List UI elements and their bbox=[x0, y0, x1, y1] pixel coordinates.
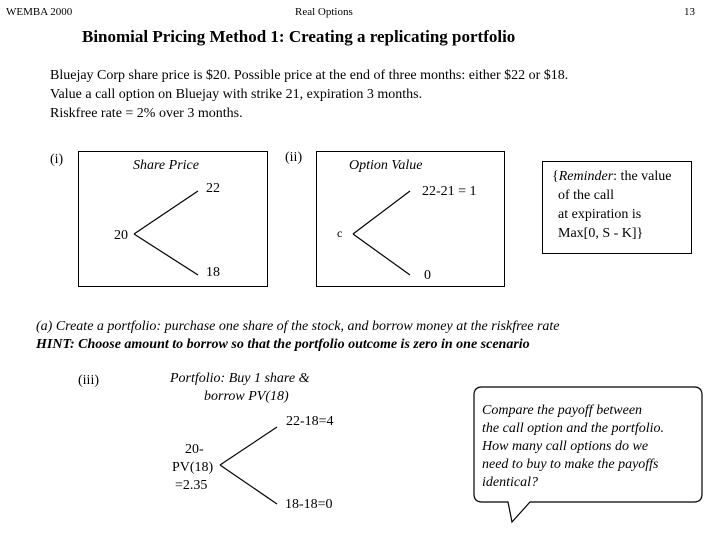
marker-iii: (iii) bbox=[78, 373, 99, 388]
intro-line-1: Bluejay Corp share price is $20. Possible price at the end of three months: either $22 or $18. bbox=[50, 68, 569, 83]
marker-i: (i) bbox=[50, 152, 64, 167]
task-a: (a) Create a portfolio: purchase one share of the stock, and borrow money at the riskfree rate bbox=[36, 319, 560, 334]
header-topic: Real Options bbox=[295, 6, 353, 18]
task-hint: HINT: Choose amount to borrow so that the portfolio outcome is zero in one scenario bbox=[36, 337, 530, 352]
intro-line-2: Value a call option on Bluejay with strike 21, expiration 3 months. bbox=[50, 87, 423, 102]
option-root-value: c bbox=[337, 226, 343, 240]
reminder-line-2: of the call bbox=[558, 188, 614, 203]
reminder-label: Reminder bbox=[558, 169, 614, 184]
reminder-line-1: {Reminder: the value bbox=[552, 169, 672, 184]
portfolio-down-branch bbox=[220, 465, 277, 504]
option-up-value: 22-21 = 1 bbox=[422, 184, 477, 199]
option-up-branch bbox=[353, 191, 410, 234]
share-down-value: 18 bbox=[206, 265, 220, 280]
portfolio-down-value: 18-18=0 bbox=[285, 497, 333, 512]
portfolio-heading-line-1: Portfolio: Buy 1 share & bbox=[170, 371, 310, 386]
share-down-branch bbox=[134, 234, 198, 275]
share-price-heading: Share Price bbox=[133, 158, 199, 173]
portfolio-root-line-2: PV(18) bbox=[172, 460, 214, 475]
callout-line-3: How many call options do we bbox=[482, 439, 649, 454]
share-up-branch bbox=[134, 191, 198, 234]
option-down-branch bbox=[353, 234, 410, 275]
callout-line-2: the call option and the portfolio. bbox=[482, 421, 664, 436]
marker-ii: (ii) bbox=[285, 150, 303, 165]
callout-line-4: need to buy to make the payoffs bbox=[482, 457, 659, 472]
portfolio-root-line-1: 20- bbox=[185, 442, 204, 457]
page-title: Binomial Pricing Method 1: Creating a replicating portfolio bbox=[82, 27, 516, 46]
reminder-line-4: Max[0, S - K]} bbox=[558, 226, 644, 241]
option-down-value: 0 bbox=[424, 268, 431, 283]
callout-line-1: Compare the payoff between bbox=[482, 403, 643, 418]
header-course: WEMBA 2000 bbox=[6, 6, 73, 18]
reminder-line-3: at expiration is bbox=[558, 207, 642, 222]
portfolio-up-branch bbox=[220, 427, 277, 465]
share-up-value: 22 bbox=[206, 181, 220, 196]
portfolio-root-line-3: =2.35 bbox=[175, 478, 208, 493]
portfolio-up-value: 22-18=4 bbox=[286, 414, 334, 429]
portfolio-heading-line-2: borrow PV(18) bbox=[204, 389, 289, 404]
option-value-heading: Option Value bbox=[349, 158, 423, 173]
intro-line-3: Riskfree rate = 2% over 3 months. bbox=[50, 106, 243, 121]
page-number: 13 bbox=[684, 6, 695, 18]
callout-line-5: identical? bbox=[482, 475, 538, 490]
share-root-value: 20 bbox=[114, 228, 128, 243]
